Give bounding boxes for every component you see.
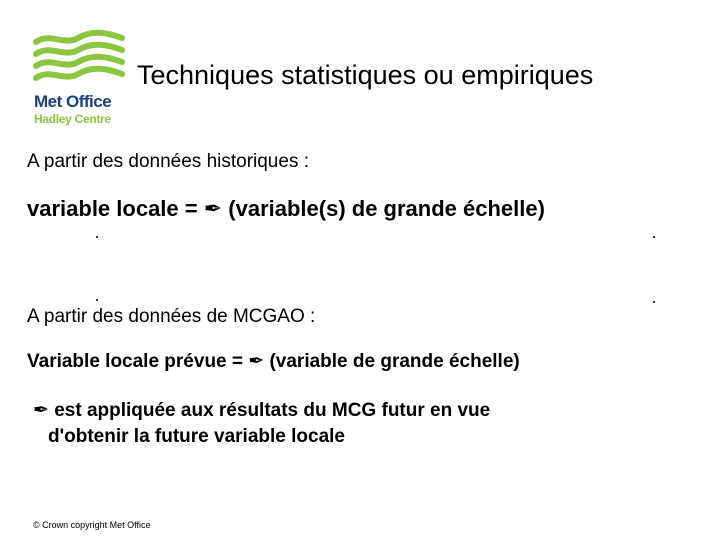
slide-title: Techniques statistiques ou empiriques <box>137 60 594 90</box>
predicted-formula: Variable locale prévue = ✒ (variable de grande échelle) <box>27 351 520 372</box>
logo-waves-icon <box>30 28 130 90</box>
logo-hadley-centre-text: Hadley Centre <box>34 112 111 126</box>
historical-data-intro: A partir des données historiques : <box>27 151 310 172</box>
application-note-line-2: d'obtenir la future variable locale <box>48 426 345 447</box>
decorative-dot <box>96 299 98 301</box>
historical-formula: variable locale = ✒ (variable(s) de grande échelle) <box>27 196 545 221</box>
decorative-dot <box>96 236 98 238</box>
met-office-logo <box>30 28 130 128</box>
mcgao-data-intro: A partir des données de MCGAO : <box>27 306 316 327</box>
copyright-footer: © Crown copyright Met Office <box>33 520 151 530</box>
decorative-dot <box>653 301 655 303</box>
decorative-dot <box>653 236 655 238</box>
application-note <box>33 398 653 450</box>
application-note-line-1: ✒ est appliquée aux résultats du MCG futur en vue <box>33 400 491 421</box>
logo-met-office-text: Met Office <box>34 92 112 111</box>
